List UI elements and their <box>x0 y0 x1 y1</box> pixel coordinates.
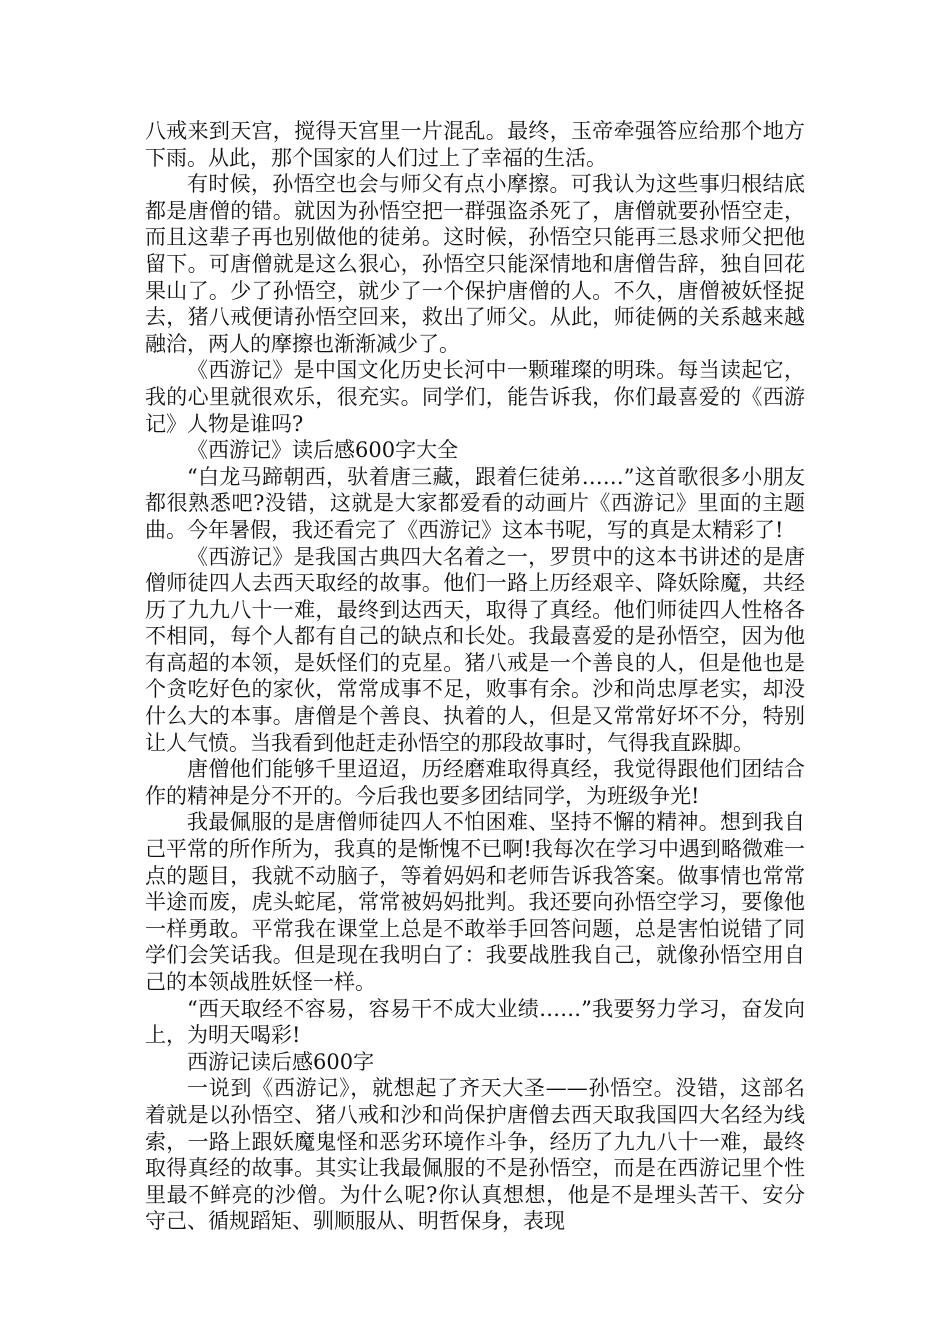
paragraph-cheer: “西天取经不容易，容易干不成大业绩……”我要努力学习，奋发向上，为明天喝彩! <box>145 996 805 1048</box>
paragraph-perseverance: 我最佩服的是唐僧师徒四人不怕困难、坚持不懈的精神。想到我自己平常的所作所为，我真的是惭愧不已啊!我每次在学习中遇到略微难一点的题目，我就不动脑子，等着妈妈和老师告诉我答案。做事情也常常半途而废，虎头蛇尾，常常被妈妈批判。我还要向孙悟空学习，要像他一样勇敢。平常我在课堂上总是不敢举手回答问题，总是害怕说错了同学们会笑话我。但是现在我明白了：我要战胜我自己，就像孙悟空用自己的本领战胜妖怪一样。 <box>145 810 805 994</box>
section-heading-essay-collection: 《西游记》读后感600字大全 <box>187 438 459 463</box>
paragraph-four-classics: 《西游记》是我国古典四大名着之一，罗贯中的这本书讲述的是唐僧师徒四人去西天取经的故事。他们一路上历经艰辛、降妖除魔，共经历了九九八十一难，最终到达西天，取得了真经。他们师徒四人性格各不相同，每个人都有自己的缺点和长处。我最喜爱的是孙悟空，因为他有高超的本领，是妖怪们的克星。猪八戒是一个善良的人，但是他也是个贪吃好色的家伙，常常成事不足，败事有余。沙和尚忠厚老实，却没什么大的本事。唐僧是个善良、执着的人，但是又常常好坏不分，特别让人气愤。当我看到他赶走孙悟空的那段故事时，气得我直跺脚。 <box>145 544 805 755</box>
paragraph-theme-song: “白龙马蹄朝西，驮着唐三藏，跟着仨徒弟……”这首歌很多小朋友都很熟悉吧?没错，这就是大家都爱看的动画片《西游记》里面的主题曲。今年暑假，我还看完了《西游记》这本书呢，写的真是太精彩了! <box>145 464 805 542</box>
section-heading-essay: 西游记读后感600字 <box>187 1049 375 1074</box>
document-page <box>145 118 805 1235</box>
paragraph-continuation: 八戒来到天宫，搅得天宫里一片混乱。最终，玉帝牵强答应给那个地方下雨。从此，那个国家的人们过上了幸福的生活。 <box>145 119 805 170</box>
paragraph-sun-wukong-conflict: 有时候，孙悟空也会与师父有点小摩擦。可我认为这些事归根结底都是唐僧的错。就因为孙悟空把一群强盗杀死了，唐僧就要孙悟空走，而且这辈子再也别做他的徒弟。这时候，孙悟空只能再三恳求师父把他留下。可唐僧就是这么狠心，孙悟空只能深情地和唐僧告辞，独自回花果山了。少了孙悟空，就少了一个保护唐僧的人。不久，唐僧被妖怪捉去，猪八戒便请孙悟空回来，救出了师父。从此，师徒俩的关系越来越融洽，两人的摩擦也渐渐减少了。 <box>145 172 805 356</box>
paragraph-teamwork: 唐僧他们能够千里迢迢，历经磨难取得真经，我觉得跟他们团结合作的精神是分不开的。今后我也要多团结同学，为班级争光! <box>145 757 805 808</box>
paragraph-pearl: 《西游记》是中国文化历史长河中一颗璀璨的明珠。每当读起它，我的心里就很欢乐，很充实。同学们，能告诉我，你们最喜爱的《西游记》人物是谁吗? <box>145 358 805 436</box>
paragraph-sha-seng: 一说到《西游记》，就想起了齐天大圣——孙悟空。没错，这部名着就是以孙悟空、猪八戒和沙和尚保护唐僧去西天取我国四大名经为线索，一路上跟妖魔鬼怪和恶劣环境作斗争，经历了九九八十一难，最终取得真经的故事。其实让我最佩服的不是孙悟空，而是在西游记里个性里最不鲜亮的沙僧。为什么呢?你认真想想，他是不是埋头苦干、安分守己、循规蹈矩、驯顺服从、明哲保身，表现 <box>145 1076 805 1234</box>
